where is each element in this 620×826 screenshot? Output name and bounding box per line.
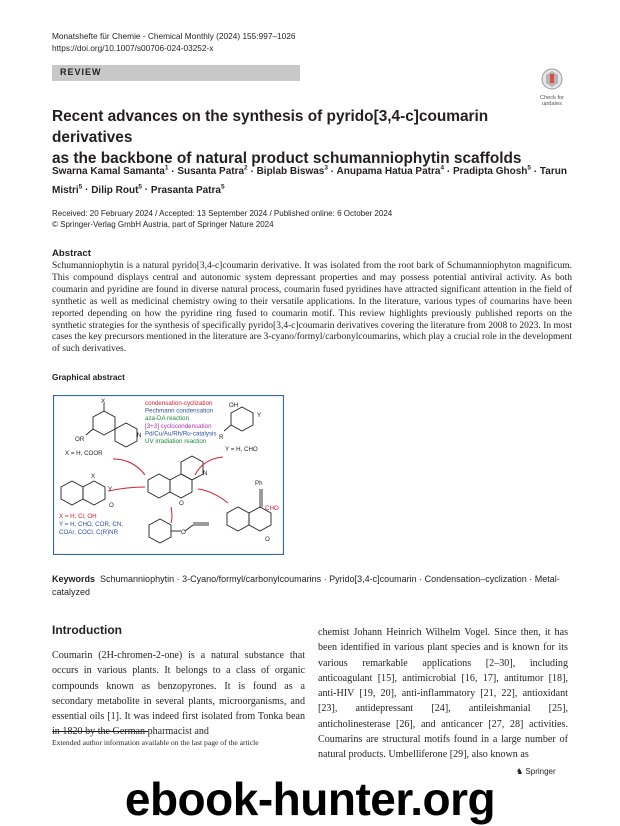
ga-coumarin-o-label: O	[109, 502, 114, 509]
ga-ester-o-label: O	[181, 529, 186, 536]
history-dates: Received: 20 February 2024 / Accepted: 13 September 2024 / Published online: 6 October 2024	[52, 209, 393, 218]
author-separator: ·	[247, 166, 257, 178]
author-list	[52, 161, 572, 198]
footnote-rule	[52, 731, 148, 732]
journal-header	[52, 30, 296, 54]
ga-n-label: N	[137, 432, 142, 439]
author-separator: ·	[531, 166, 540, 178]
reaction-label: [3+3] cyclocondensation	[145, 422, 212, 430]
intro-right-column: chemist Johann Heinrich Wilhelm Vogel. Since then, it has been identified in various plant species and is known for its various remarkable applications [2–30], including anticoagulant [15], antimicrobial [16, 17], antitumor [18], anti-HIV [19, 20], anti-inflammatory [21, 22], antioxidant [23], antidepressant [24], antileishmanial [25], anticholinesterase [26], and anticancer [27, 28] activities. Coumarins are structural motifs found in a large number of natural products. Umbelliferone [29], also known as	[318, 627, 568, 761]
doi-link[interactable]: https://doi.org/10.1007/s00706-024-03252-x	[52, 43, 214, 53]
ga-left-top-label: X = H, COOR	[65, 450, 103, 457]
author-affiliation: 5	[138, 183, 143, 191]
author-affiliation: 5	[220, 183, 225, 191]
author-affiliation: 3	[324, 165, 328, 172]
keywords-label: Keywords	[52, 574, 96, 584]
introduction-heading: Introduction	[52, 623, 122, 637]
check-updates-line2: updates	[542, 101, 562, 107]
title-line-2: as the backbone of natural product schumanniophytin scaffolds	[52, 150, 522, 167]
reaction-label: UV irradiation reaction	[145, 438, 207, 445]
keywords-list: Schumanniophytin · 3-Cyano/formyl/carbonylcoumarins · Pyrido[3,4-c]coumarin · Condensation–cyclization · Metal-catalyzed	[52, 574, 560, 597]
ga-left-bottom-line3: COAr, COCl, C(R)NR	[59, 529, 119, 536]
author-affiliation: 2	[244, 165, 248, 172]
intro-left-column: Coumarin (2H-chromen-2-one) is a natural substance that occurs in various plants. It belongs to a class of organic compounds known as benzopyrones. It is found as a secondary metabolite in several plants, microorganisms, and essential oils [1]. It was indeed first isolated from Tonka bean in 1820 by the German pharmacist and	[52, 650, 305, 738]
ga-center-o-label: O	[179, 500, 184, 507]
author-separator: ·	[142, 184, 151, 196]
ga-left-bottom-line1: X = H, Cl, OH	[59, 513, 97, 520]
abstract-text: Schumanniophytin is a natural pyrido[3,4-c]coumarin derivative. It was isolated from the root bark of Schumanniophyton magnificum. This compound displays central and autonomic system depressant properties and may possess potential antiviral activity. As both coumarin and pyridine are found in diverse natural process, coumarin fused pyridines have attracted significant attention in the field of synthetic as well as medicinal chemistry owing to their versatile applications. In the literature, various types of coumarins have been reported depending on how the pyridine ring fused to coumarin motif. This review highlights previously published reports on the synthetic strategies for the synthesis of specifically pyrido[3,4-c]coumarin derivatives covering the literature from 2008 to 2023. In most cases the key precursors mentioned in the literature are 3-cyano/formyl/carbonylcoumarins, which play a crucial role in the development of such derivatives.	[52, 261, 572, 355]
author-affiliation: 5	[527, 165, 532, 172]
author-separator: ·	[82, 184, 92, 196]
graphical-abstract-heading: Graphical abstract	[52, 372, 125, 382]
publication-dates	[52, 208, 572, 230]
ga-cho-label: CHO	[265, 505, 279, 512]
watermark: ebook-hunter.org	[124, 773, 496, 825]
abstract-heading: Abstract	[52, 248, 91, 259]
ga-coumarin2-o-label: O	[265, 536, 270, 543]
reaction-label: Pechmann condensation	[145, 407, 214, 415]
springer-horse-icon: ♞	[516, 767, 524, 776]
publisher-name: Springer	[525, 767, 556, 776]
title-line-1: Recent advances on the synthesis of pyrido[3,4-c]coumarin derivatives	[52, 108, 489, 146]
author-affiliation: 4	[440, 165, 445, 172]
reaction-label: Pd/Cu/Au/Rh/Ru-catalysis	[145, 430, 217, 438]
check-updates-line1: Check for	[540, 95, 564, 101]
ga-coumarin-y-label: Y	[108, 486, 113, 493]
author[interactable]: Anupama Hatua Patra$^4$	[336, 165, 445, 178]
graphical-abstract-figure	[53, 395, 284, 555]
author-affiliation: 1	[164, 165, 169, 172]
author-affiliation: 5	[78, 183, 83, 191]
check-updates-icon	[540, 68, 564, 90]
copyright: © Springer-Verlag GmbH Austria, part of Springer Nature 2024	[52, 220, 274, 229]
author-separator: ·	[328, 166, 337, 178]
author[interactable]: Biplab Biswas$^3$	[256, 165, 328, 178]
reaction-list	[145, 400, 217, 445]
reaction-label: condensation-cyclization	[145, 400, 213, 407]
footnote: Extended author information available on the last page of the article	[52, 738, 259, 747]
journal-citation: Monatshefte für Chemie - Chemical Monthly (2024) 155:997–1026	[52, 31, 296, 41]
ga-y-label: Y	[257, 412, 262, 419]
ga-coumarin-x-label: X	[91, 473, 96, 480]
ga-center-n-label: N	[203, 470, 208, 477]
ga-right-top-label: Y = H, CHO	[225, 446, 258, 453]
ga-or-label: OR	[75, 436, 85, 443]
author-separator: ·	[168, 166, 178, 178]
ga-left-bottom-line2: Y = H, CHO, COR, CN,	[59, 521, 124, 528]
section-label: REVIEW	[60, 67, 102, 77]
article-title	[52, 106, 562, 169]
reaction-label: aza-DA reaction	[145, 415, 190, 423]
ga-r-label: R	[219, 434, 224, 441]
graphical-abstract	[53, 395, 284, 555]
author[interactable]: Susanta Patra$^2$	[177, 165, 248, 178]
author-separator: ·	[444, 166, 453, 178]
ga-ph-label: Ph	[255, 480, 263, 487]
author[interactable]: Swarna Kamal Samanta$^1$	[52, 165, 169, 178]
author[interactable]: Prasanta Patra$^5$	[150, 183, 225, 196]
check-for-updates-badge[interactable]	[536, 68, 568, 107]
author[interactable]: Dilip Rout$^5$	[91, 183, 143, 196]
author[interactable]: Pradipta Ghosh$^5$	[452, 165, 532, 178]
ga-x-label: X	[101, 398, 106, 405]
ga-oh-label: OH	[229, 402, 239, 409]
keywords	[52, 573, 572, 599]
author[interactable]: Tarun Mistri$^5$	[52, 166, 567, 196]
